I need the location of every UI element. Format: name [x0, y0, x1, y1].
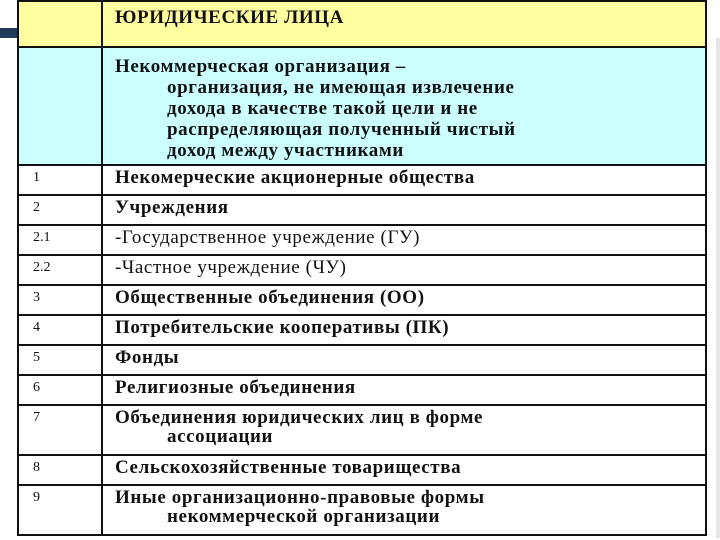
row-number: 4 [18, 315, 102, 345]
row-text: -Государственное учреждение (ГУ) [102, 225, 706, 255]
table-header: ЮРИДИЧЕСКИЕ ЛИЦА [102, 1, 706, 47]
row-text: Фонды [102, 345, 706, 375]
row-text: Общественные объединения (ОО) [102, 285, 706, 315]
table-header-row [18, 1, 706, 47]
table-row [18, 405, 706, 455]
row-number: 7 [18, 405, 102, 455]
table-row [18, 225, 706, 255]
definition-line: организация, не имеющая извлечение [167, 77, 515, 98]
definition-line: Некоммерческая организация – [115, 56, 406, 77]
table-row [18, 455, 706, 485]
row-text [102, 405, 706, 455]
row-line: Иные организационно-правовые формы [115, 487, 485, 508]
definition-line: дохода в качестве такой цели и не [167, 98, 478, 119]
row-number: 8 [18, 455, 102, 485]
row-number: 1 [18, 165, 102, 195]
definition-line: доход между участниками [167, 140, 404, 161]
row-line: ассоциации [167, 426, 274, 447]
table-row [18, 485, 706, 535]
definition-num-cell [18, 47, 102, 165]
row-number: 9 [18, 485, 102, 535]
row-text: Некомерческие акционерные общества [102, 165, 706, 195]
definition-row [18, 47, 706, 165]
row-number: 2.2 [18, 255, 102, 285]
row-text: -Частное учреждение (ЧУ) [102, 255, 706, 285]
definition-line: распределяющая полученный чистый [167, 119, 516, 140]
row-text: Потребительские кооперативы (ПК) [102, 315, 706, 345]
row-text [102, 485, 706, 535]
row-number: 5 [18, 345, 102, 375]
row-number: 2.1 [18, 225, 102, 255]
row-text: Религиозные объединения [102, 375, 706, 405]
table-row [18, 195, 706, 225]
slide-edge-shadow [716, 38, 720, 538]
row-line: Объединения юридических лиц в форме [115, 407, 484, 428]
legal-entities-table [17, 0, 707, 536]
row-number: 6 [18, 375, 102, 405]
header-num-cell [18, 1, 102, 47]
row-text: Учреждения [102, 195, 706, 225]
row-text: Сельскохозяйственные товарищества [102, 455, 706, 485]
row-number: 3 [18, 285, 102, 315]
table-row [18, 345, 706, 375]
table-row [18, 255, 706, 285]
definition-text [102, 47, 706, 165]
row-line: некоммерческой организации [167, 506, 440, 527]
table-row [18, 375, 706, 405]
row-number: 2 [18, 195, 102, 225]
table-row [18, 315, 706, 345]
table-row [18, 285, 706, 315]
table-row [18, 165, 706, 195]
